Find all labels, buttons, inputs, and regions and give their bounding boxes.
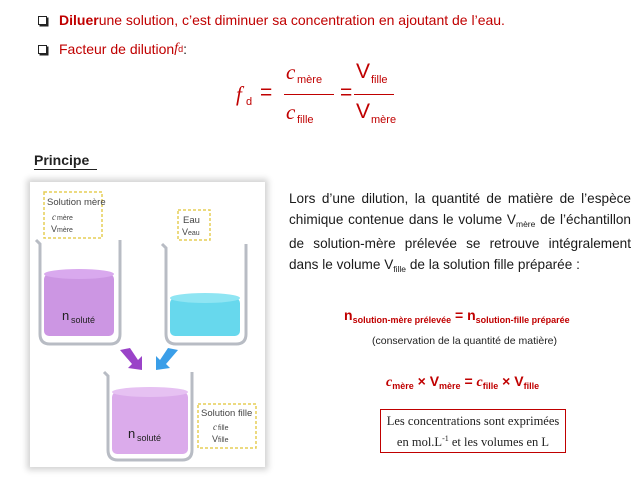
label-n-solute-sub-1: soluté [71, 315, 96, 325]
eq1-n-right: n [467, 307, 476, 323]
formula-equals-2: = [340, 81, 353, 104]
beaker-eau [162, 244, 246, 344]
formula-c-fille: c [286, 100, 296, 124]
formula-v-mere: V [356, 100, 371, 123]
beaker-solution-fille [104, 372, 192, 460]
eq2-times-1: × [413, 373, 430, 389]
label-n-letter-2: n [128, 426, 136, 441]
eq2-v-fille: V [514, 373, 524, 389]
para-part-3: de la solution fille préparée : [406, 256, 580, 272]
eq2-v-mere-sub: mère [439, 381, 461, 391]
eq1-right-sub: solution-fille préparée [475, 315, 570, 325]
dilution-definition: une solution, c’est diminuer sa concentration en ajoutant de l’eau. [98, 12, 505, 28]
checkbox-bullet-icon [38, 16, 47, 25]
eq2-c-fille-sub: fille [482, 381, 499, 391]
eq2-v-fille-sub: fille [523, 381, 540, 391]
eq2-times-2: × [498, 373, 515, 389]
formula-f-sub: d [246, 96, 253, 108]
eq2-equals: = [460, 373, 477, 389]
para-part-1: Lors d’une dilution, la quantité de matière de l’espèce chimique contenue dans le volume V [289, 191, 631, 227]
section-heading-principe: Principe [34, 152, 97, 170]
label-v-mere-sub: mère [57, 227, 73, 234]
bullet-dilution [38, 12, 505, 28]
conservation-caption: (conservation de la quantité de matière) [372, 335, 558, 347]
eq1-left-sub: solution-mère prélevée [352, 315, 452, 325]
fraction-bar-1 [284, 94, 334, 95]
bullet-dilution-factor [38, 41, 187, 57]
fraction-bar-2 [354, 94, 394, 95]
formula-c-mere: c [286, 60, 296, 84]
label-v-fille-sub: fille [218, 437, 229, 444]
dilution-factor-sub: d [178, 44, 184, 54]
formula-v-mere-sub: mère [371, 114, 397, 126]
formula-c-mere-sub: mère [297, 74, 323, 86]
principle-paragraph [289, 189, 631, 279]
formula-equals-1: = [260, 81, 273, 104]
note-line-2b: et les volumes en L [448, 435, 550, 450]
label-eau: Eau [183, 215, 200, 226]
label-solution-mere: Solution mère [47, 197, 106, 208]
label-v-eau-letter: V [182, 227, 189, 237]
dilution-factor-symbol: f [174, 41, 179, 56]
dilution-factor-label: Facteur de dilution [59, 41, 175, 57]
label-n-solute-sub-2: soluté [137, 433, 162, 443]
note-line-2-sup: -1 [442, 434, 449, 443]
formula-v-fille: V [356, 60, 371, 83]
label-c-fille-letter: c [213, 422, 217, 432]
checkbox-bullet-icon [38, 45, 47, 54]
para-sub-mere: mère [515, 218, 536, 229]
units-note-box [380, 409, 566, 453]
note-line-1: Les concentrations sont exprimées [386, 414, 560, 428]
arrow-from-mere-icon [120, 348, 142, 370]
formula-f: f [236, 82, 242, 106]
label-solution-fille: Solution fille [201, 408, 253, 419]
beaker-solution-mere [36, 240, 120, 344]
note-line-2a: en mol.L [396, 435, 443, 450]
dilution-factor-colon: : [183, 41, 187, 57]
note-line-2 [381, 430, 565, 451]
label-c-fille-sub: fille [218, 425, 229, 432]
label-c-mere-letter: c [52, 212, 56, 222]
eq1-n-left: n [344, 307, 353, 323]
label-v-fille-letter: V [212, 434, 219, 444]
dilution-illustration [30, 182, 265, 467]
eq2-v-mere: V [429, 373, 440, 389]
eq2-c-fille: c [476, 375, 483, 390]
dilution-term: Diluer [59, 12, 99, 28]
label-c-mere-sub: mère [57, 215, 73, 222]
beakers-diagram [30, 182, 265, 467]
para-part-2: de l’échantillon de solution-mère prélevée se retrouve intégralement dans le volume V [289, 211, 631, 272]
equation-dilution-relation [386, 373, 539, 391]
arrow-from-eau-icon [156, 348, 178, 370]
eq2-c-mere: c [386, 375, 393, 390]
label-v-eau-sub: eau [188, 230, 200, 237]
equation-quantity-conservation [344, 307, 570, 325]
label-n-letter-1: n [62, 308, 70, 323]
para-sub-fille: fille [393, 263, 407, 274]
eq2-c-mere-sub: mère [392, 381, 414, 391]
formula-v-fille-sub: fille [371, 74, 388, 86]
formula-c-fille-sub: fille [297, 114, 314, 126]
eq1-equals: = [451, 307, 468, 323]
label-v-mere-letter: V [51, 224, 58, 234]
dilution-factor-formula [236, 56, 411, 132]
